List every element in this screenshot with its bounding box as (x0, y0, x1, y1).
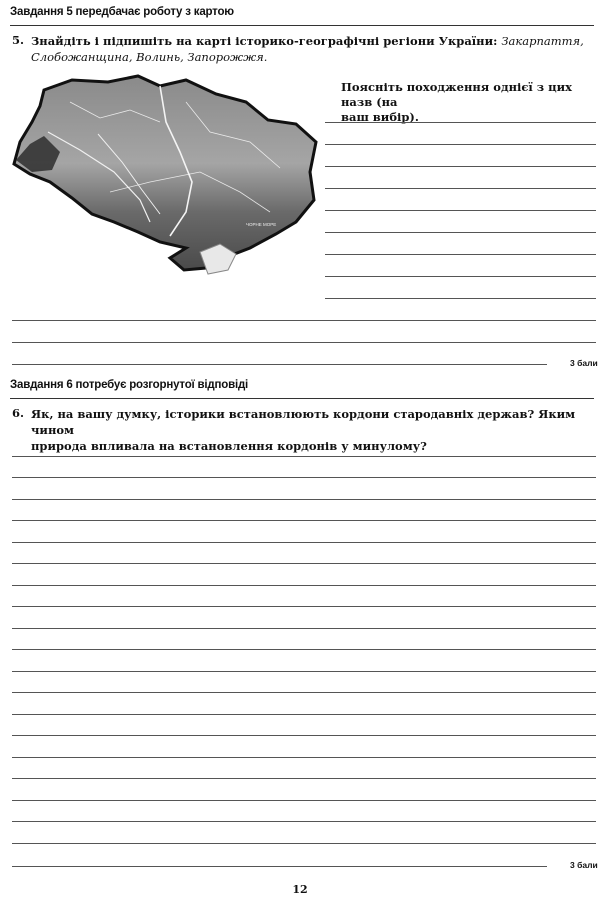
task6-answer-line[interactable] (12, 563, 596, 564)
task5-prompt-text: Знайдіть і підпишіть на карті історико-географічні регіони України: (31, 34, 498, 48)
task6-answer-line[interactable] (12, 692, 596, 693)
task6-header: Завдання 6 потребує розгорнутої відповіді (10, 379, 249, 391)
ukraine-territory[interactable] (14, 76, 316, 270)
task5-explain-line1: Поясніть походження однієї з цих назв (на (341, 80, 573, 109)
task6-answer-line[interactable] (12, 671, 596, 672)
task5-explain (341, 80, 596, 125)
task5-answer-line[interactable] (12, 320, 596, 321)
task6-answer-line[interactable] (12, 456, 596, 457)
task6-answer-line[interactable] (12, 606, 596, 607)
task6-points: 3 бали (570, 860, 598, 870)
task6-answer-line[interactable] (12, 843, 596, 844)
task5-number: 5. (12, 33, 25, 47)
task6-answer-line[interactable] (12, 520, 596, 521)
task6-answer-line[interactable] (12, 800, 596, 801)
task5-explain-line2: ваш вибір). (341, 110, 419, 124)
task5-answer-line[interactable] (325, 188, 596, 189)
task5-answer-line[interactable] (325, 166, 596, 167)
task6-answer-line[interactable] (12, 821, 596, 822)
sea-label: ЧОРНЕ МОРЕ (246, 222, 277, 227)
task6-answer-line[interactable] (12, 499, 596, 500)
task5-answer-line[interactable] (325, 298, 596, 299)
task5-answer-line[interactable] (325, 144, 596, 145)
task6-answer-line[interactable] (12, 542, 596, 543)
task6-answer-line[interactable] (12, 628, 596, 629)
task5-answer-line[interactable] (325, 254, 596, 255)
task6-answer-line[interactable] (12, 714, 596, 715)
task6-answer-line[interactable] (12, 585, 596, 586)
task6-answer-line[interactable] (12, 477, 596, 478)
task5-regions: Закарпаття, (501, 34, 584, 48)
task5-header-rule (10, 25, 594, 26)
task5-header: Завдання 5 передбачає роботу з картою (10, 6, 234, 18)
task6-question-line1: Як, на вашу думку, історики встановлюють кордони стародавніх держав? Яким чином (31, 407, 576, 437)
task6-answer-line[interactable] (12, 866, 547, 867)
task5-answer-line[interactable] (325, 210, 596, 211)
task5-answer-line[interactable] (12, 364, 547, 365)
task5-points: 3 бали (570, 358, 598, 368)
ukraine-map[interactable] (10, 72, 322, 278)
task6-question-line2: природа впливала на встановлення кордонів у минулому? (31, 439, 427, 453)
page-number: 12 (292, 883, 308, 896)
task6-answer-line[interactable] (12, 757, 596, 758)
task6-answer-line[interactable] (12, 735, 596, 736)
task5-answer-line[interactable] (325, 232, 596, 233)
task6-question (31, 406, 596, 454)
task5-answer-line[interactable] (325, 122, 596, 123)
task5-prompt (31, 33, 591, 65)
task5-answer-line[interactable] (12, 342, 596, 343)
task6-answer-line[interactable] (12, 649, 596, 650)
task6-number: 6. (12, 406, 25, 420)
task6-header-rule (10, 398, 594, 399)
task6-answer-line[interactable] (12, 778, 596, 779)
task5-regions-line2: Слобожанщина, Волинь, Запорожжя. (31, 50, 268, 64)
task5-answer-line[interactable] (325, 276, 596, 277)
